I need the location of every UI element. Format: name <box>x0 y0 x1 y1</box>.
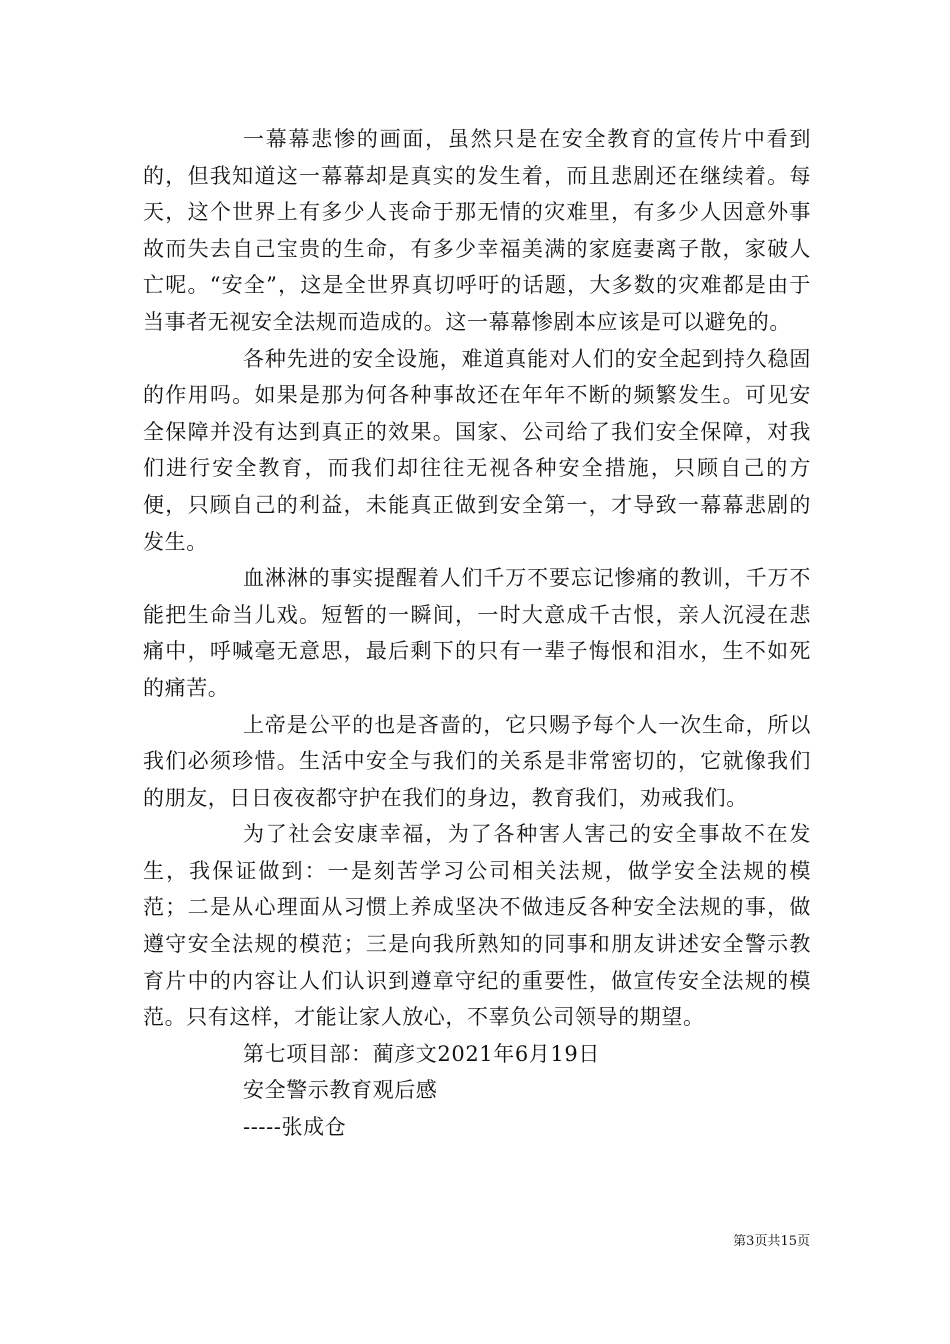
paragraph-1: 一幕幕悲惨的画面，虽然只是在安全教育的宣传片中看到的，但我知道这一幕幕却是真实的发生着，而且悲剧还在继续着。每天，这个世界上有多少人丧命于那无情的灾难里，有多少人因意外事故而失去自己宝贵的生命，有多少幸福美满的家庭妻离子散，家破人亡呢。“安全”，这是全世界真切呼吁的话题，大多数的灾难都是由于当事者无视安全法规而造成的。这一幕幕惨剧本应该是可以避免的。 <box>143 127 811 334</box>
page-number-footer: 第3页共15页 <box>733 1234 810 1249</box>
paragraph-4: 上帝是公平的也是吝啬的，它只赐予每个人一次生命，所以我们必须珍惜。生活中安全与我们的关系是非常密切的，它就像我们的朋友，日日夜夜都守护在我们的身边，教育我们，劝戒我们。 <box>143 712 811 810</box>
document-body <box>143 121 811 1146</box>
signature-line: 第七项目部：蔺彦文2021年6月19日 <box>243 1041 600 1066</box>
next-article-author: -----张成仓 <box>243 1115 347 1140</box>
next-article-title: 安全警示教育观后感 <box>243 1078 438 1103</box>
paragraph-3: 血淋淋的事实提醒着人们千万不要忘记惨痛的教训，千万不能把生命当儿戏。短暂的一瞬间，一时大意成千古恨，亲人沉浸在悲痛中，呼喊毫无意思，最后剩下的只有一辈子悔恨和泪水，生不如死的痛苦。 <box>143 566 811 700</box>
paragraph-2: 各种先进的安全设施，难道真能对人们的安全起到持久稳固的作用吗。如果是那为何各种事故还在年年不断的频繁发生。可见安全保障并没有达到真正的效果。国家、公司给了我们安全保障，对我们进行安全教育，而我们却往往无视各种安全措施，只顾自己的方便，只顾自己的利益，未能真正做到安全第一，才导致一幕幕悲剧的发生。 <box>143 346 811 554</box>
paragraph-5: 为了社会安康幸福，为了各种害人害己的安全事故不在发生，我保证做到：一是刻苦学习公司相关法规，做学安全法规的模范；二是从心理面从习惯上养成坚决不做违反各种安全法规的事，做遵守安全法规的模范；三是向我所熟知的同事和朋友讲述安全警示教育片中的内容让人们认识到遵章守纪的重要性，做宣传安全法规的模范。只有这样，才能让家人放心，不辜负公司领导的期望。 <box>143 822 811 1030</box>
